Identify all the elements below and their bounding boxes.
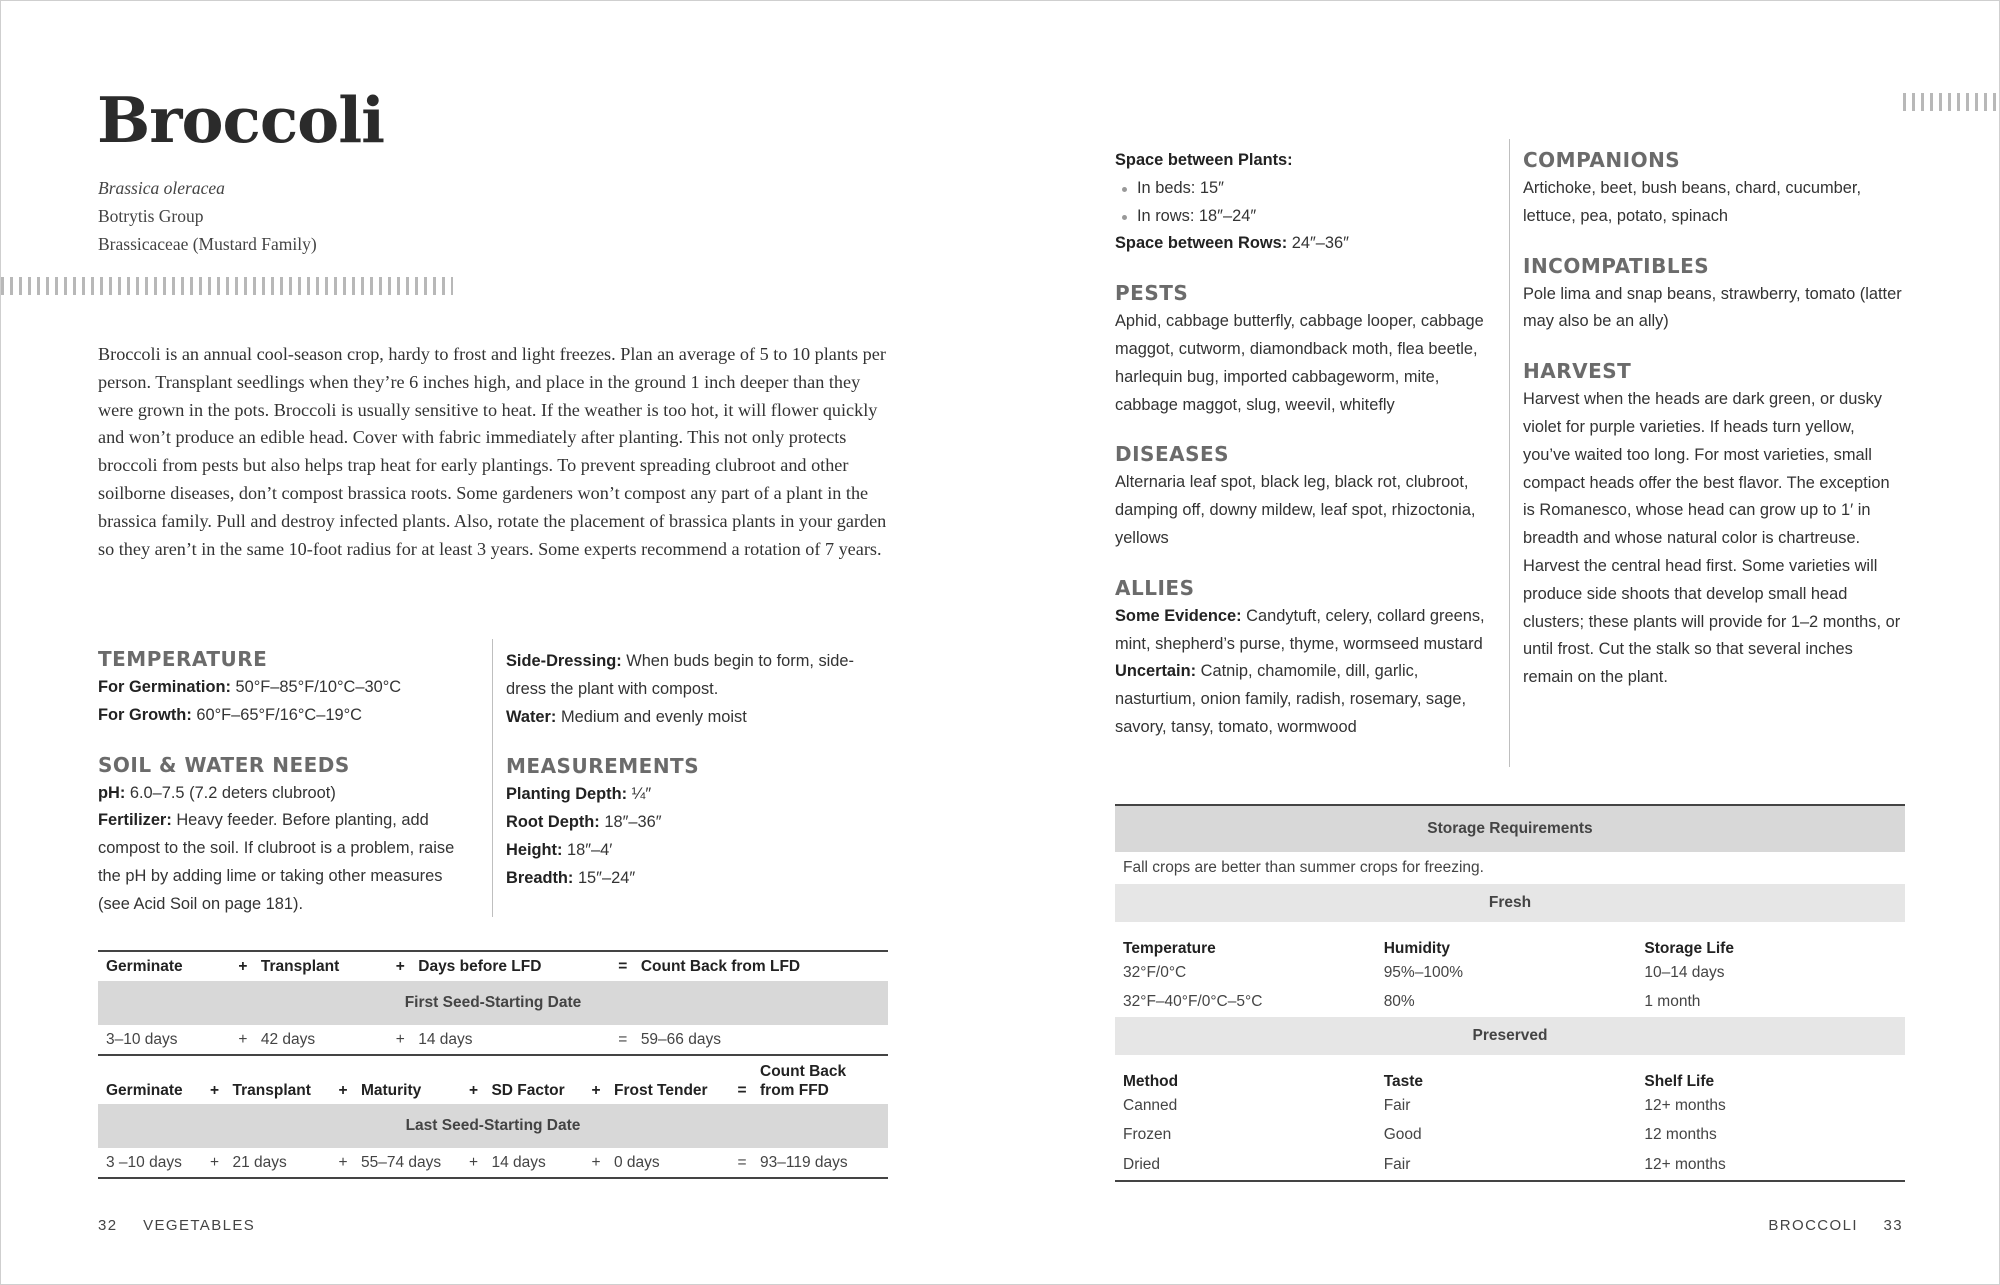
table-cell: 0 days <box>614 1153 660 1171</box>
table-cell: 3 –10 days <box>106 1153 182 1171</box>
first-seed-table <box>98 950 888 1054</box>
breadth-value: 15″–24″ <box>573 868 636 887</box>
preserved-subheading: Preserved <box>1115 1017 1905 1055</box>
table-header: = <box>737 1082 747 1099</box>
table-cell: 14 days <box>418 1030 473 1048</box>
breadth-label: Breadth: <box>506 868 574 887</box>
ph-label: pH: <box>98 783 126 802</box>
incompatibles-heading: INCOMPATIBLES <box>1523 253 1710 278</box>
table-cell: + <box>338 1153 348 1171</box>
table-cell: 95%–100% <box>1383 963 1463 981</box>
table-cell: 12+ months <box>1644 1155 1726 1173</box>
table-cell: = <box>618 1030 628 1048</box>
table-cell: Fair <box>1383 1155 1411 1173</box>
table-cell: + <box>591 1153 601 1171</box>
column-divider <box>492 639 493 917</box>
right-col-1 <box>1115 147 1485 762</box>
table-header: + <box>338 1082 348 1099</box>
footer-left <box>98 1217 255 1234</box>
table-row <box>1115 1121 1905 1151</box>
storage-note: Fall crops are better than summer crops for freezing. <box>1123 859 1484 876</box>
water-label: Water: <box>506 707 557 726</box>
table-cell: 93–119 days <box>760 1153 848 1171</box>
planting-depth-value: ¼″ <box>627 785 652 804</box>
table-header: Humidity <box>1383 940 1450 957</box>
space-beds-item: In beds: 15″ <box>1115 175 1485 203</box>
table-cell: 12 months <box>1644 1126 1717 1144</box>
fertilizer-value: Heavy feeder. Before planting, add compost to the soil. If clubroot is a problem, raise the pH by adding lime or taking other measures (see Acid Soil on page 181). <box>98 811 455 913</box>
table-cell: + <box>395 1030 405 1048</box>
footer-section-label: VEGETABLES <box>143 1217 256 1234</box>
temperature-heading: TEMPERATURE <box>98 647 268 671</box>
space-rows-item: In rows: 18″–24″ <box>1115 203 1485 231</box>
table-header: Frost Tender <box>614 1082 708 1099</box>
spacing-section <box>1115 147 1485 258</box>
diseases-text: Alternaria leaf spot, black leg, black rot, clubroot, damping off, downy mildew, leaf spot, rhizoctonia, yellows <box>1115 473 1476 547</box>
table-cell: + <box>209 1153 220 1171</box>
table-cell: 14 days <box>491 1153 546 1171</box>
height-value: 18″–4′ <box>562 840 613 859</box>
pests-heading: PESTS <box>1115 281 1189 306</box>
table-row <box>1115 1055 1905 1091</box>
incompatibles-text: Pole lima and snap beans, strawberry, tomato (latter may also be an ally) <box>1523 284 1902 331</box>
table-header: Transplant <box>232 1082 311 1099</box>
companions-heading: COMPANIONS <box>1523 148 1681 172</box>
table-cell: 80% <box>1383 993 1415 1011</box>
table-cell: Frozen <box>1123 1126 1172 1144</box>
soil-heading: SOIL & WATER NEEDS <box>98 752 350 777</box>
table-header: Maturity <box>360 1082 422 1099</box>
fresh-subheading: Fresh <box>1115 884 1905 922</box>
table-row <box>98 1025 888 1054</box>
table-row <box>1115 958 1905 988</box>
right-info-column <box>506 648 886 913</box>
table-header: Count Back from LFD <box>640 957 801 975</box>
pests-text: Aphid, cabbage butterfly, cabbage looper, cabbage maggot, cutworm, diamondback moth, flea beetle, harlequin bug, imported cabbageworm, mite, cabbage maggot, slug, weevil, whitefly <box>1115 312 1484 414</box>
taxonomy <box>98 174 317 258</box>
table-header: Shelf Life <box>1644 1073 1715 1090</box>
companions-text: Artichoke, beet, bush beans, chard, cucumber, lettuce, pea, potato, spinach <box>1523 179 1862 225</box>
right-column-divider <box>1509 139 1510 767</box>
table-cell: 42 days <box>260 1030 316 1048</box>
table-row <box>1115 1091 1905 1121</box>
table-header: Germinate <box>106 1082 183 1099</box>
group-name: Botrytis Group <box>98 206 204 226</box>
height-label: Height: <box>506 840 563 859</box>
side-dressing-value: When buds begin to form, side-dress the plant with compost. <box>506 652 854 698</box>
table-row <box>1115 988 1905 1018</box>
space-rows-value: 24″–36″ <box>1287 234 1349 253</box>
germination-value: 50°F–85°F/10°C–30°C <box>230 678 402 696</box>
table-header: Germinate <box>106 957 183 975</box>
germination-label: For Germination: <box>98 678 231 696</box>
page-number: 33 <box>1883 1217 1903 1234</box>
table-cell: 10–14 days <box>1644 963 1725 981</box>
table-row <box>98 951 888 981</box>
table-header: + <box>591 1082 601 1099</box>
table-cell: 32°F/0°C <box>1123 963 1187 981</box>
footer-section-label: BROCCOLI <box>1768 1217 1858 1234</box>
table-row <box>98 1148 888 1178</box>
table-header: + <box>395 957 405 975</box>
family-name: Brassicaceae (Mustard Family) <box>98 234 317 254</box>
table-header: Days before LFD <box>418 957 542 975</box>
space-rows-label: Space between Rows: <box>1115 234 1288 253</box>
root-depth-value: 18″–36″ <box>599 813 662 832</box>
table-header: = <box>618 957 628 975</box>
side-dressing-section <box>506 648 886 731</box>
pests-section <box>1115 278 1485 419</box>
tick-divider-left <box>1 277 453 295</box>
uncertain-value: Catnip, chamomile, dill, garlic, nasturtium, onion family, radish, rosemary, sage, savory, tansy, tomato, wormwood <box>1115 662 1467 736</box>
side-dressing-label: Side-Dressing: <box>506 652 622 670</box>
planting-depth-label: Planting Depth: <box>506 785 628 804</box>
table-cell: + <box>238 1030 248 1048</box>
harvest-text: Harvest when the heads are dark green, or dusky violet for purple varieties. If heads turn yellow, you’ve waited too long. For most varieties, small compact heads offer the best flavor. The exception is Romanesco, whose head can grow up to 1′ in breadth and whose natural color is chartreuse. Harvest the central head first. Some varieties will produce side shoots that develop small head clusters; these plants will provide for 1–2 months, or until frost. Cut the stalk so that several inches remain on the plant. <box>1523 390 1901 687</box>
storage-title: Storage Requirements <box>1115 805 1905 852</box>
table-cell: Fair <box>1383 1096 1411 1114</box>
diseases-heading: DISEASES <box>1115 442 1230 467</box>
table-cell: 32°F–40°F/0°C–5°C <box>1123 993 1263 1011</box>
table-cell: + <box>468 1153 478 1171</box>
fertilizer-label: Fertilizer: <box>98 811 172 830</box>
growth-value: 60°F–65°F/16°C–19°C <box>191 705 362 724</box>
table-cell: 59–66 days <box>640 1030 721 1048</box>
table-cell: Dried <box>1123 1155 1161 1173</box>
table-cell: Good <box>1383 1126 1422 1144</box>
table-cell: 1 month <box>1644 993 1701 1011</box>
storage-table <box>1115 804 1905 1182</box>
harvest-heading: HARVEST <box>1523 359 1632 384</box>
table-cell: 55–74 days <box>360 1153 442 1171</box>
table-header: + <box>209 1082 220 1099</box>
table-header: Temperature <box>1123 940 1216 957</box>
space-plants-label: Space between Plants: <box>1115 151 1293 169</box>
species-name: Brassica oleracea <box>98 178 225 198</box>
intro-paragraph: Broccoli is an annual cool-season crop, hardy to frost and light freezes. Plan an average of 5 to 10 plants per person. Transplant seedlings when they’re 6 inches high, and place in the ground 1 inch deeper than they were grown in the pots. Broccoli is usually sensitive to heat. If the weather is too hot, it will flower quickly and won’t produce an edible head. Cover with fabric immediately after planting. This not only protects broccoli from pests but also helps trap heat for early plantings. To prevent spreading clubroot and other soilborne diseases, don’t compost brassica roots. Some gardeners won’t compost any part of a plant in the brassica family. Pull and destroy infected plants. Also, rotate the placement of brassica plants in your garden so they aren’t in the same 10-foot radius for at least 3 years. Some experts recommend a rotation of 7 years. <box>98 344 887 559</box>
page-number: 32 <box>98 1217 118 1234</box>
right-col-2 <box>1523 145 1903 712</box>
table-row <box>1115 1150 1905 1181</box>
last-seed-table <box>98 1054 888 1179</box>
soil-section <box>98 750 468 919</box>
table-row <box>1115 922 1905 958</box>
footer-right <box>1768 1217 1903 1234</box>
table-header: Storage Life <box>1644 940 1734 957</box>
page-title: Broccoli <box>97 83 385 157</box>
first-seed-title: First Seed-Starting Date <box>98 981 888 1025</box>
tick-divider-right <box>1903 93 1999 111</box>
table-row <box>98 1055 888 1104</box>
ph-value: 6.0–7.5 (7.2 deters clubroot) <box>125 783 336 802</box>
table-header: SD Factor <box>491 1082 565 1099</box>
harvest-section <box>1523 356 1903 692</box>
measurements-section <box>506 751 886 892</box>
growth-label: For Growth: <box>98 705 192 724</box>
incompatibles-section <box>1523 251 1903 337</box>
uncertain-label: Uncertain: <box>1115 662 1197 681</box>
table-header: Transplant <box>260 957 340 975</box>
temperature-section <box>98 644 468 730</box>
table-header: Count Back from FFD <box>760 1063 847 1099</box>
table-header: + <box>468 1082 478 1099</box>
table-header: Taste <box>1383 1073 1424 1090</box>
left-info-column <box>98 644 468 939</box>
some-evidence-value: Candytuft, celery, collard greens, mint, shepherd’s purse, thyme, wormseed mustard <box>1115 606 1485 653</box>
table-cell: Canned <box>1123 1096 1178 1114</box>
table-cell: 3–10 days <box>106 1030 178 1048</box>
table-cell: = <box>737 1153 747 1171</box>
allies-heading: ALLIES <box>1115 575 1195 600</box>
allies-section <box>1115 573 1485 742</box>
diseases-section <box>1115 439 1485 552</box>
table-header: Method <box>1123 1073 1179 1090</box>
companions-section <box>1523 145 1903 231</box>
table-cell: 21 days <box>232 1153 287 1171</box>
table-cell: 12+ months <box>1644 1096 1726 1114</box>
measurements-heading: MEASUREMENTS <box>506 754 700 779</box>
table-header: + <box>238 957 248 975</box>
some-evidence-label: Some Evidence: <box>1115 606 1242 625</box>
root-depth-label: Root Depth: <box>506 813 600 832</box>
water-value: Medium and evenly moist <box>556 707 747 726</box>
last-seed-title: Last Seed-Starting Date <box>98 1104 888 1148</box>
